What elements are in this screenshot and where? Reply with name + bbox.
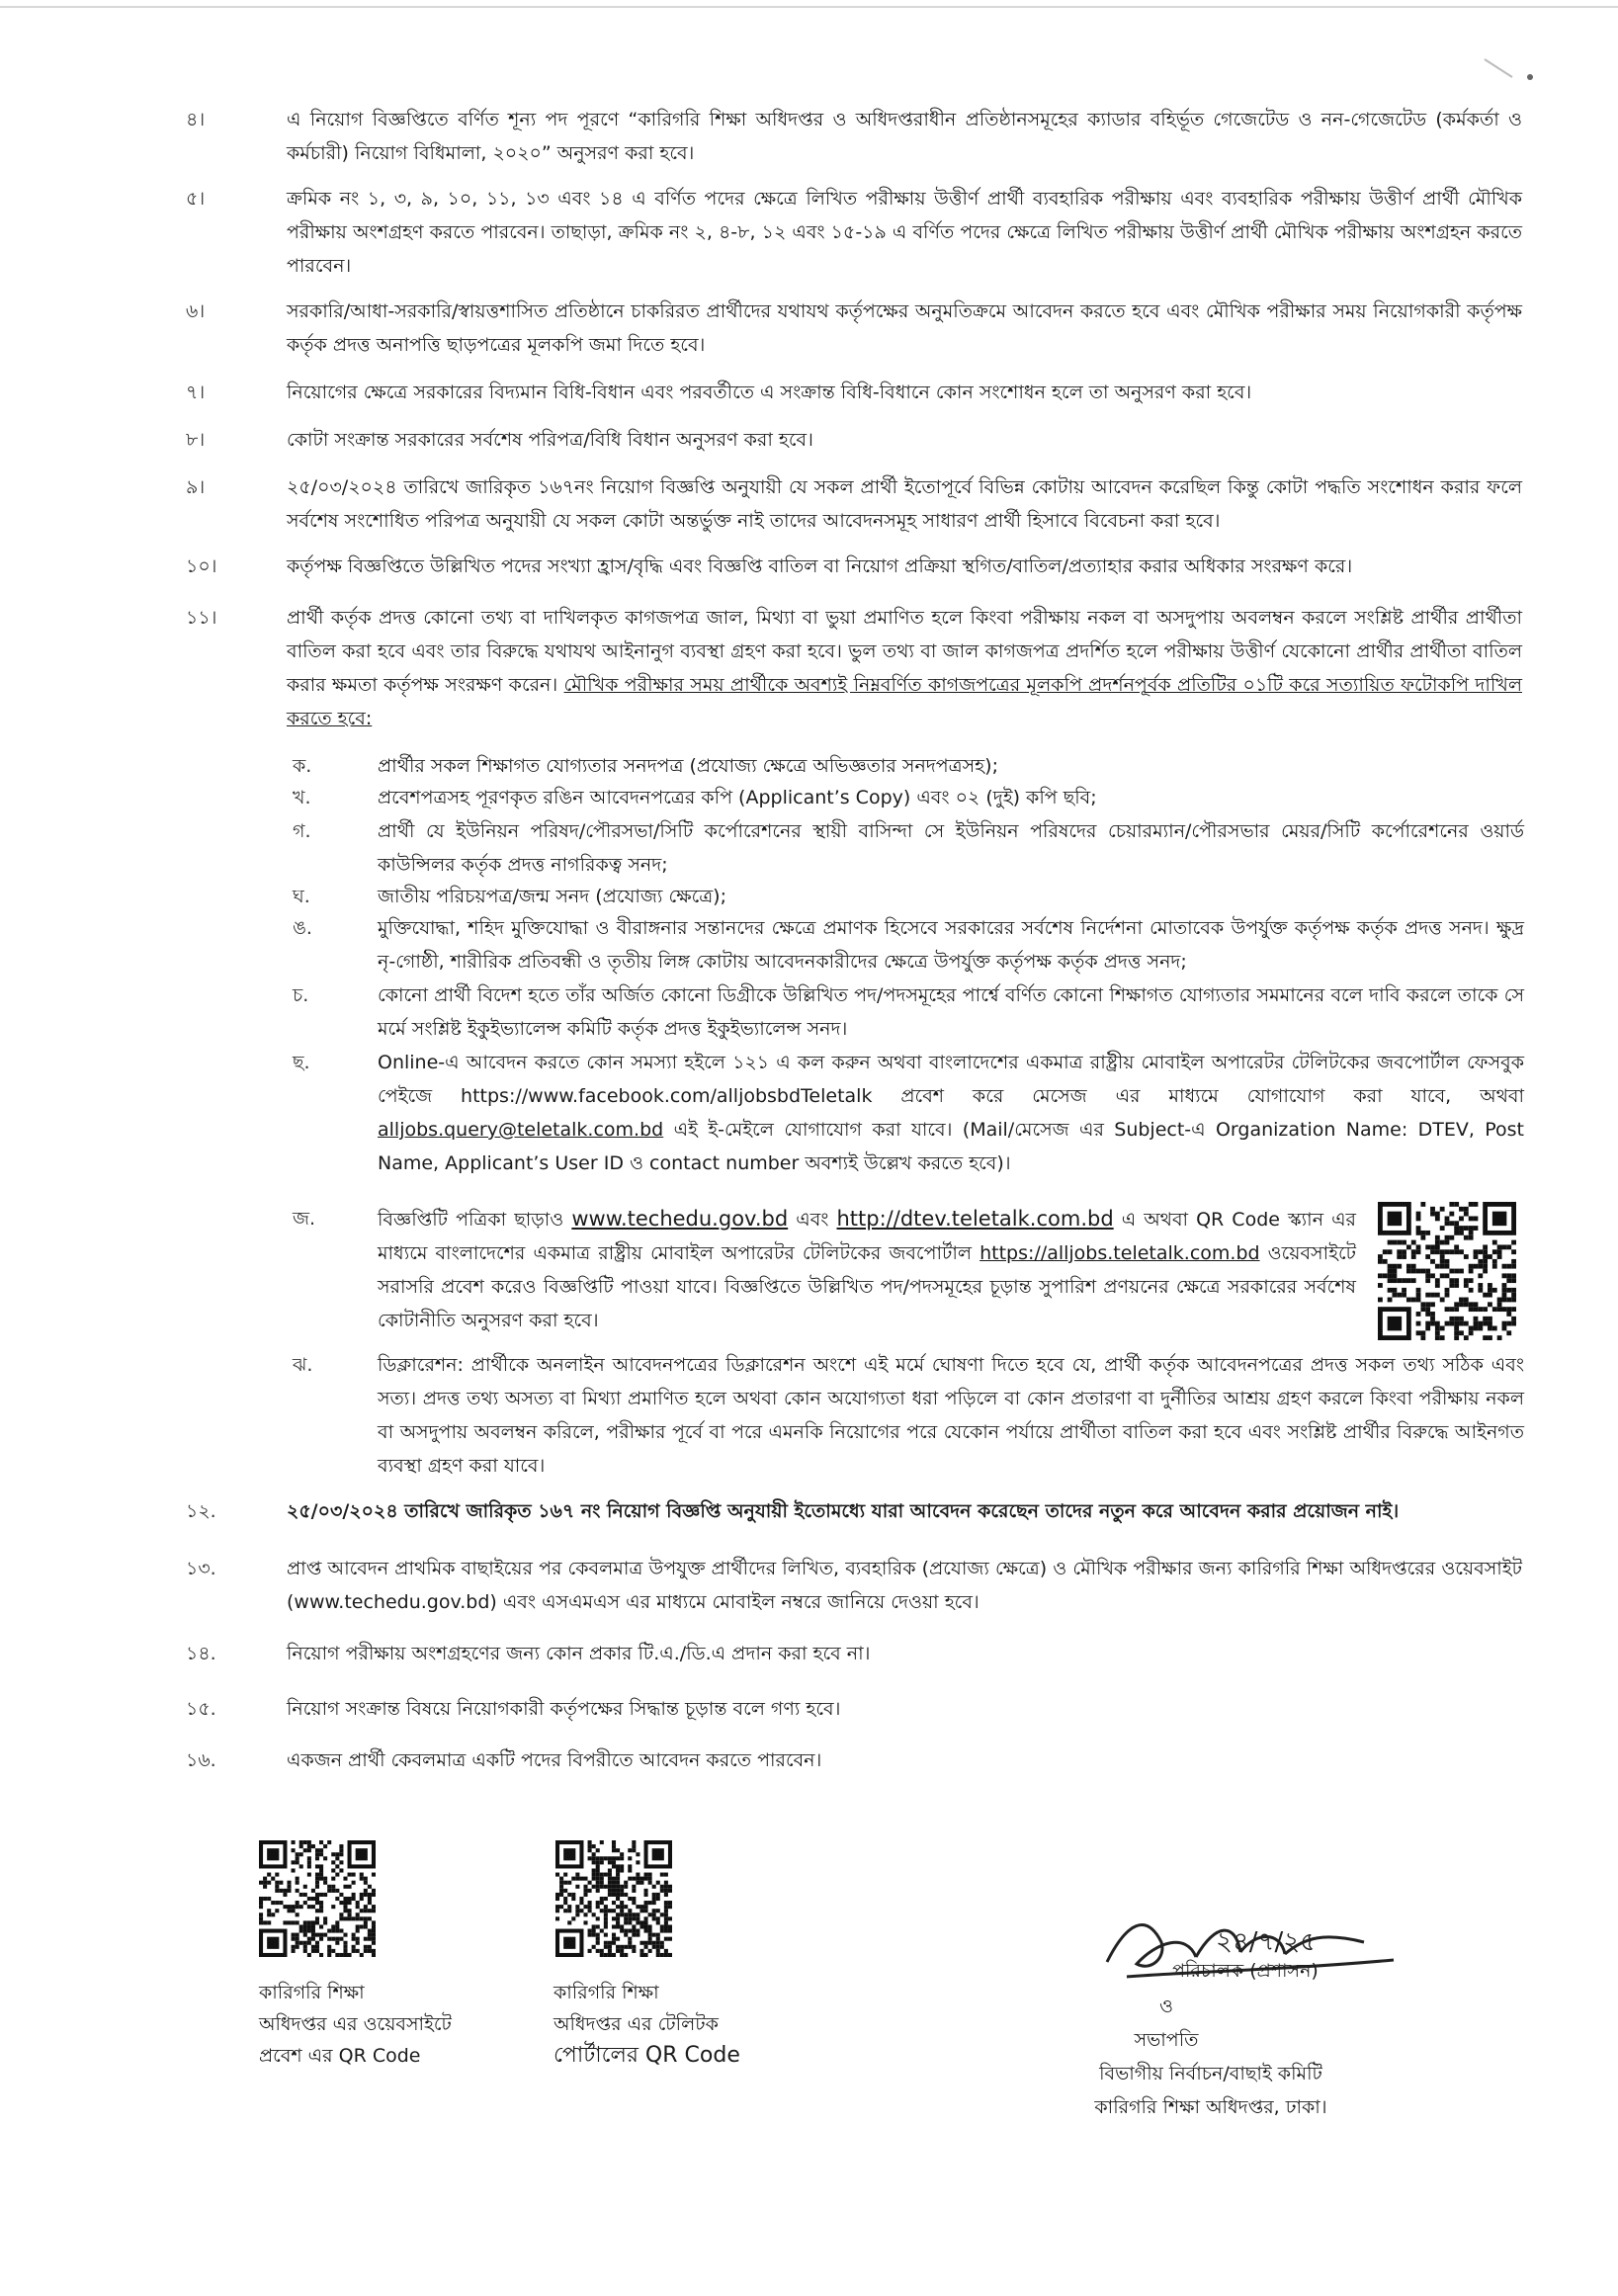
item-number: ৫। — [186, 188, 206, 210]
sub-item-text — [378, 1046, 1524, 1180]
item-text: নিয়োগের ক্ষেত্রে সরকারের বিদ্যমান বিধি-বিধান এবং পরবর্তীতে এ সংক্রান্ত বিধি-বিধানে কোন সংশোধন হলে তা অনুসরণ করা হবে। — [287, 382, 1252, 403]
item-text-plain: প্রার্থী কর্তৃক প্রদত্ত কোনো তথ্য বা দাখিলকৃত কাগজপত্র জাল, মিথ্যা বা ভুয়া প্রমাণিত হলে কিংবা পরীক্ষায় নকল বা অসদুপায় অবলম্বন করলে সংশ্লিষ্ট প্রার্থীর প্রার্থীতা বাতিল করা হবে এবং তার বিরুদ্ধে যথাযথ আইনানুগ ব্যবস্থা গ্রহণ করা হবে। ভুল তথ্য বা জাল কাগজপত্র প্রদর্শিত হলে পরীক্ষায় উত্তীর্ণ যেকোনো প্রার্থীর প্রার্থীতা বাতিল করার ক্ষমতা কর্তৃপক্ষ সংরক্ষণ করেন। — [287, 607, 1522, 696]
teletalk-qr-caption — [554, 1977, 740, 2072]
qr-code-icon — [259, 1840, 376, 1957]
caption-line: পোর্টালের QR Code — [554, 2043, 740, 2068]
online-help-text-2: এই ই-মেইলে যোগাযোগ করা যাবে। (Mail/মেসেজ এর Subject-এ Organization Name: DTEV, Post Name, Applicant’s User ID ও contact number অবশ্যই উল্লেখ করতে হবে)। — [378, 1119, 1525, 1174]
website-qr-caption — [259, 1977, 452, 2072]
sub-item-text: মুক্তিযোদ্ধা, শহিদ মুক্তিযোদ্ধা ও বীরাঙ্গনার সন্তানদের ক্ষেত্রে প্রমাণক হিসেবে সরকারের সর্বশেষ নির্দেশনা মোতাবেক উপর্যুক্ত কর্তৃপক্ষ কর্তৃক প্রদত্ত সনদ। ক্ষুদ্র নৃ-গোষ্ঠী, শারীরিক প্রতিবন্ধী ও তৃতীয় লিঙ্গ কোটায় আবেদনকারীদের ক্ষেত্রে উপর্যুক্ত কর্তৃপক্ষ কর্তৃক প্রদত্ত সনদ; — [378, 917, 1524, 973]
circular-text-3: ওয়েবসাইটে সরাসরি প্রবেশ করেও বিজ্ঞপ্তিটি পাওয়া যাবে। বিজ্ঞপ্তিতে উল্লিখিত পদ/পদসমূহের চূড়ান্ত সুপারিশ প্রণয়নের ক্ষেত্রে সরকারের সর্বশেষ কোটানীতি অনুসরণ করা হবে। — [378, 1242, 1356, 1331]
item-number: ১২. — [186, 1500, 216, 1522]
circular-text: বিজ্ঞপ্তিটি পত্রিকা ছাড়াও — [378, 1209, 564, 1231]
teletalk-qr-code[interactable] — [555, 1840, 672, 1957]
signatory-role: সভাপতি — [1134, 2029, 1199, 2051]
sub-item-text: ডিক্লারেশন: প্রার্থীকে অনলাইন আবেদনপত্রের ডিক্লারেশন অংশে এই মর্মে ঘোষণা দিতে হবে যে, প্রার্থী কর্তৃক আবেদনপত্রের প্রদত্ত সকল তথ্য সঠিক এবং সত্য। প্রদত্ত তথ্য অসত্য বা মিথ্যা প্রমাণিত হলে অথবা কোন অযোগ্যতা ধরা পড়িলে বা কোন প্রতারণা বা দুর্নীতির আশ্রয় গ্রহণ করলে কিংবা পরীক্ষায় নকল বা অসদুপায় অবলম্বন করিলে, পরীক্ষার পূর্বে বা পরে এমনকি নিয়োগের পরে যেকোন পর্যায়ে প্রার্থীতা বাতিল করা হবে এবং সংশ্লিষ্ট প্রার্থীর বিরুদ্ধে আইনগত ব্যবস্থা গ্রহণ করা যাবে। — [378, 1354, 1524, 1477]
sub-item-text: প্রার্থীর সকল শিক্ষাগত যোগ্যতার সনদপত্র (প্রযোজ্য ক্ষেত্রে অভিজ্ঞতার সনদপত্রসহ); — [378, 755, 998, 777]
item-text: সরকারি/আধা-সরকারি/স্বায়ত্তশাসিত প্রতিষ্ঠানে চাকরিরত প্রার্থীদের যথাযথ কর্তৃপক্ষের অনুমতিক্রমে আবেদন করতে হবে এবং মৌখিক পরীক্ষার সময় নিয়োগকারী কর্তৃপক্ষ কর্তৃক প্রদত্ত অনাপত্তি ছাড়পত্রের মূলকপি জমা দিতে হবে। — [287, 300, 1522, 356]
sub-item-letter: গ. — [293, 820, 311, 842]
qr-code-icon — [555, 1840, 672, 1957]
scan-edge-line — [0, 6, 1618, 8]
item-number: ৮। — [186, 429, 206, 451]
item-text: নিয়োগ পরীক্ষায় অংশগ্রহণের জন্য কোন প্রকার টি.এ./ডি.এ প্রদান করা হবে না। — [287, 1643, 871, 1664]
item-text: একজন প্রার্থী কেবলমাত্র একটি পদের বিপরীতে আবেদন করতে পারবেন। — [287, 1749, 822, 1771]
signatory-committee: বিভাগীয় নির্বাচন/বাছাই কমিটি — [1099, 2063, 1322, 2084]
item-number: ১৩. — [186, 1558, 216, 1579]
scan-mark-icon — [1483, 55, 1542, 85]
item-number: ১০। — [186, 555, 217, 577]
signatory-title: পরিচালক (প্রশাসন) — [1172, 1960, 1319, 1982]
sub-item-letter: ছ. — [293, 1052, 310, 1073]
dtev-teletalk-link[interactable]: http://dtev.teletalk.com.bd — [836, 1207, 1114, 1231]
signatory-conjunction: ও — [1159, 1996, 1173, 2017]
sub-item-letter: খ. — [293, 787, 311, 808]
caption-line: কারিগরি শিক্ষা — [259, 1982, 365, 2003]
item-text: কর্তৃপক্ষ বিজ্ঞপ্তিতে উল্লিখিত পদের সংখ্যা হ্রাস/বৃদ্ধি এবং বিজ্ঞপ্তি বাতিল বা নিয়োগ প্রক্রিয়া স্থগিত/বাতিল/প্রত্যাহার করার অধিকার সংরক্ষণ করে। — [287, 555, 1353, 577]
signatory-office: কারিগরি শিক্ষা অধিদপ্তর, ঢাকা। — [1094, 2096, 1327, 2118]
item-number: ৯। — [186, 476, 206, 498]
item-number: ৬। — [186, 300, 206, 322]
item-text: ২৫/০৩/২০২৪ তারিখে জারিকৃত ১৬৭নং নিয়োগ বিজ্ঞপ্তি অনুযায়ী যে সকল প্রার্থী ইতোপূর্বে বিভিন্ন কোটায় আবেদন করেছিল কিন্তু কোটা পদ্ধতি সংশোধন করার ফলে সর্বশেষ সংশোধিত পরিপত্র অনুযায়ী যে সকল কোটা অন্তর্ভুক্ত নাই তাদের আবেদনসমূহ সাধারণ প্রার্থী হিসাবে বিবেচনা করা হবে। — [287, 476, 1522, 532]
item-text-underlined: মৌখিক পরীক্ষার সময় প্রার্থীকে অবশ্যই নিম্নবর্ণিত কাগজপত্রের মূলকপি প্রদর্শনপূর্বক প্রতিটির ০১টি করে সত্যায়িত ফটোকপি দাখিল করতে হবে: — [287, 674, 1522, 729]
item-number: ১১। — [186, 607, 217, 629]
sub-item-letter: ঙ. — [293, 917, 312, 939]
circular-and: এবং — [796, 1209, 829, 1231]
item-text: ২৫/০৩/২০২৪ তারিখে জারিকৃত ১৬৭ নং নিয়োগ বিজ্ঞপ্তি অনুযায়ী ইতোমধ্যে যারা আবেদন করেছেন তাদের নতুন করে আবেদন করার প্রয়োজন নাই। — [287, 1500, 1400, 1522]
caption-line: প্রবেশ এর QR Code — [259, 2045, 421, 2067]
sub-item-text: জাতীয় পরিচয়পত্র/জন্ম সনদ (প্রযোজ্য ক্ষেত্রে); — [378, 886, 726, 907]
caption-line: অধিদপ্তর এর ওয়েবসাইটে — [259, 2013, 452, 2035]
techedu-link[interactable]: www.techedu.gov.bd — [571, 1207, 789, 1231]
item-text — [287, 601, 1522, 735]
item-text: প্রাপ্ত আবেদন প্রাথমিক বাছাইয়ের পর কেবলমাত্র উপযুক্ত প্রার্থীদের লিখিত, ব্যবহারিক (প্রযোজ্য ক্ষেত্রে) ও মৌখিক পরীক্ষার জন্য কারিগরি শিক্ষা অধিদপ্তরের ওয়েবসাইট (www.techedu.gov.bd) এবং এসএমএস এর মাধ্যমে মোবাইল নম্বরে জানিয়ে দেওয়া হবে। — [287, 1558, 1522, 1613]
item-text: এ নিয়োগ বিজ্ঞপ্তিতে বর্ণিত শূন্য পদ পূরণে “কারিগরি শিক্ষা অধিদপ্তর ও অধিদপ্তরাধীন প্রতিষ্ঠানসমূহের ক্যাডার বহির্ভূত গেজেটেড ও নন-গেজেটেড (কর্মকর্তা ও কর্মচারী) নিয়োগ বিধিমালা, ২০২০” অনুসরণ করা হবে। — [287, 109, 1522, 164]
item-number: ১৪. — [186, 1643, 216, 1664]
item-number: ৭। — [186, 382, 206, 403]
sub-item-text: কোনো প্রার্থী বিদেশ হতে তাঁর অর্জিত কোনো ডিগ্রীকে উল্লিখিত পদ/পদসমূহের পার্শ্বে বর্ণিত কোনো শিক্ষাগত যোগ্যতার সমমানের বলে দাবি করলে তাকে সে মর্মে সংশ্লিষ্ট ইকুইভ্যালেন্স কমিটি কর্তৃক প্রদত্ত ইকুইভ্যালেন্স সনদ। — [378, 984, 1524, 1040]
sub-item-text — [378, 1202, 1356, 1337]
support-email-link[interactable]: alljobs.query@teletalk.com.bd — [378, 1119, 664, 1141]
circular-text-2: এ অথবা QR Code স্ক্যান এর মাধ্যমে বাংলাদেশের একমাত্র রাষ্ট্রীয় মোবাইল অপারেটর টেলিটকের জবপোর্টাল — [378, 1209, 1356, 1264]
alljobs-teletalk-link[interactable]: https://alljobs.teletalk.com.bd — [979, 1242, 1260, 1264]
sub-item-letter: ক. — [293, 755, 312, 777]
sub-item-letter: জ. — [293, 1208, 316, 1230]
sub-item-text: প্রবেশপত্রসহ পূরণকৃত রঙিন আবেদনপত্রের কপি (Applicant’s Copy) এবং ০২ (দুই) কপি ছবি; — [378, 787, 1097, 808]
caption-line: অধিদপ্তর এর টেলিটক — [554, 2013, 719, 2035]
sub-item-letter: চ. — [293, 984, 309, 1006]
sub-item-letter: ঝ. — [293, 1354, 313, 1376]
caption-line: কারিগরি শিক্ষা — [554, 1982, 659, 2003]
sub-item-text: প্রার্থী যে ইউনিয়ন পরিষদ/পৌরসভা/সিটি কর্পোরেশনের স্থায়ী বাসিন্দা সে ইউনিয়ন পরিষদের চেয়ারম্যান/পৌরসভার মেয়র/সিটি কর্পোরেশনের ওয়ার্ড কাউন্সিলর কর্তৃক প্রদত্ত নাগরিকত্ব সনদ; — [378, 820, 1524, 876]
svg-text:২৪/৭/২৫: ২৪/৭/২৫ — [1216, 1927, 1317, 1957]
item-number: ১৫. — [186, 1698, 216, 1720]
item-text: নিয়োগ সংক্রান্ত বিষয়ে নিয়োগকারী কর্তৃপক্ষের সিদ্ধান্ত চূড়ান্ত বলে গণ্য হবে। — [287, 1698, 841, 1720]
item-text: ক্রমিক নং ১, ৩, ৯, ১০, ১১, ১৩ এবং ১৪ এ বর্ণিত পদের ক্ষেত্রে লিখিত পরীক্ষায় উত্তীর্ণ প্রার্থী ব্যবহারিক পরীক্ষায় এবং ব্যবহারিক পরীক্ষায় উত্তীর্ণ প্রার্থী মৌখিক পরীক্ষায় অংশগ্রহণ করতে পারবেন। তাছাড়া, ক্রমিক নং ২, ৪-৮, ১২ এবং ১৫-১৯ এ বর্ণিত পদের ক্ষেত্রে লিখিত পরীক্ষায় উত্তীর্ণ প্রার্থী মৌখিক পরীক্ষায় অংশগ্রহন করতে পারবেন। — [287, 188, 1522, 277]
website-qr-code[interactable] — [259, 1840, 376, 1957]
item-text: কোটা সংক্রান্ত সরকারের সর্বশেষ পরিপত্র/বিধি বিধান অনুসরণ করা হবে। — [287, 429, 813, 451]
item-number: ৪। — [186, 109, 206, 130]
circular-qr-code[interactable] — [1378, 1202, 1516, 1340]
item-number: ১৬. — [186, 1749, 216, 1771]
online-help-text: Online-এ আবেদন করতে কোন সমস্যা হইলে ১২১ এ কল করুন অথবা বাংলাদেশের একমাত্র রাষ্ট্রীয় মোবাইল অপারেটর টেলিটকের জবপোর্টাল ফেসবুক পেইজে https://www.facebook.com/alljobsbdTeletalk প্রবেশ করে মেসেজ এর মাধ্যমে যোগাযোগ করা যাবে, অথবা — [378, 1052, 1524, 1107]
sub-item-letter: ঘ. — [293, 886, 310, 907]
qr-code-icon — [1378, 1202, 1516, 1340]
